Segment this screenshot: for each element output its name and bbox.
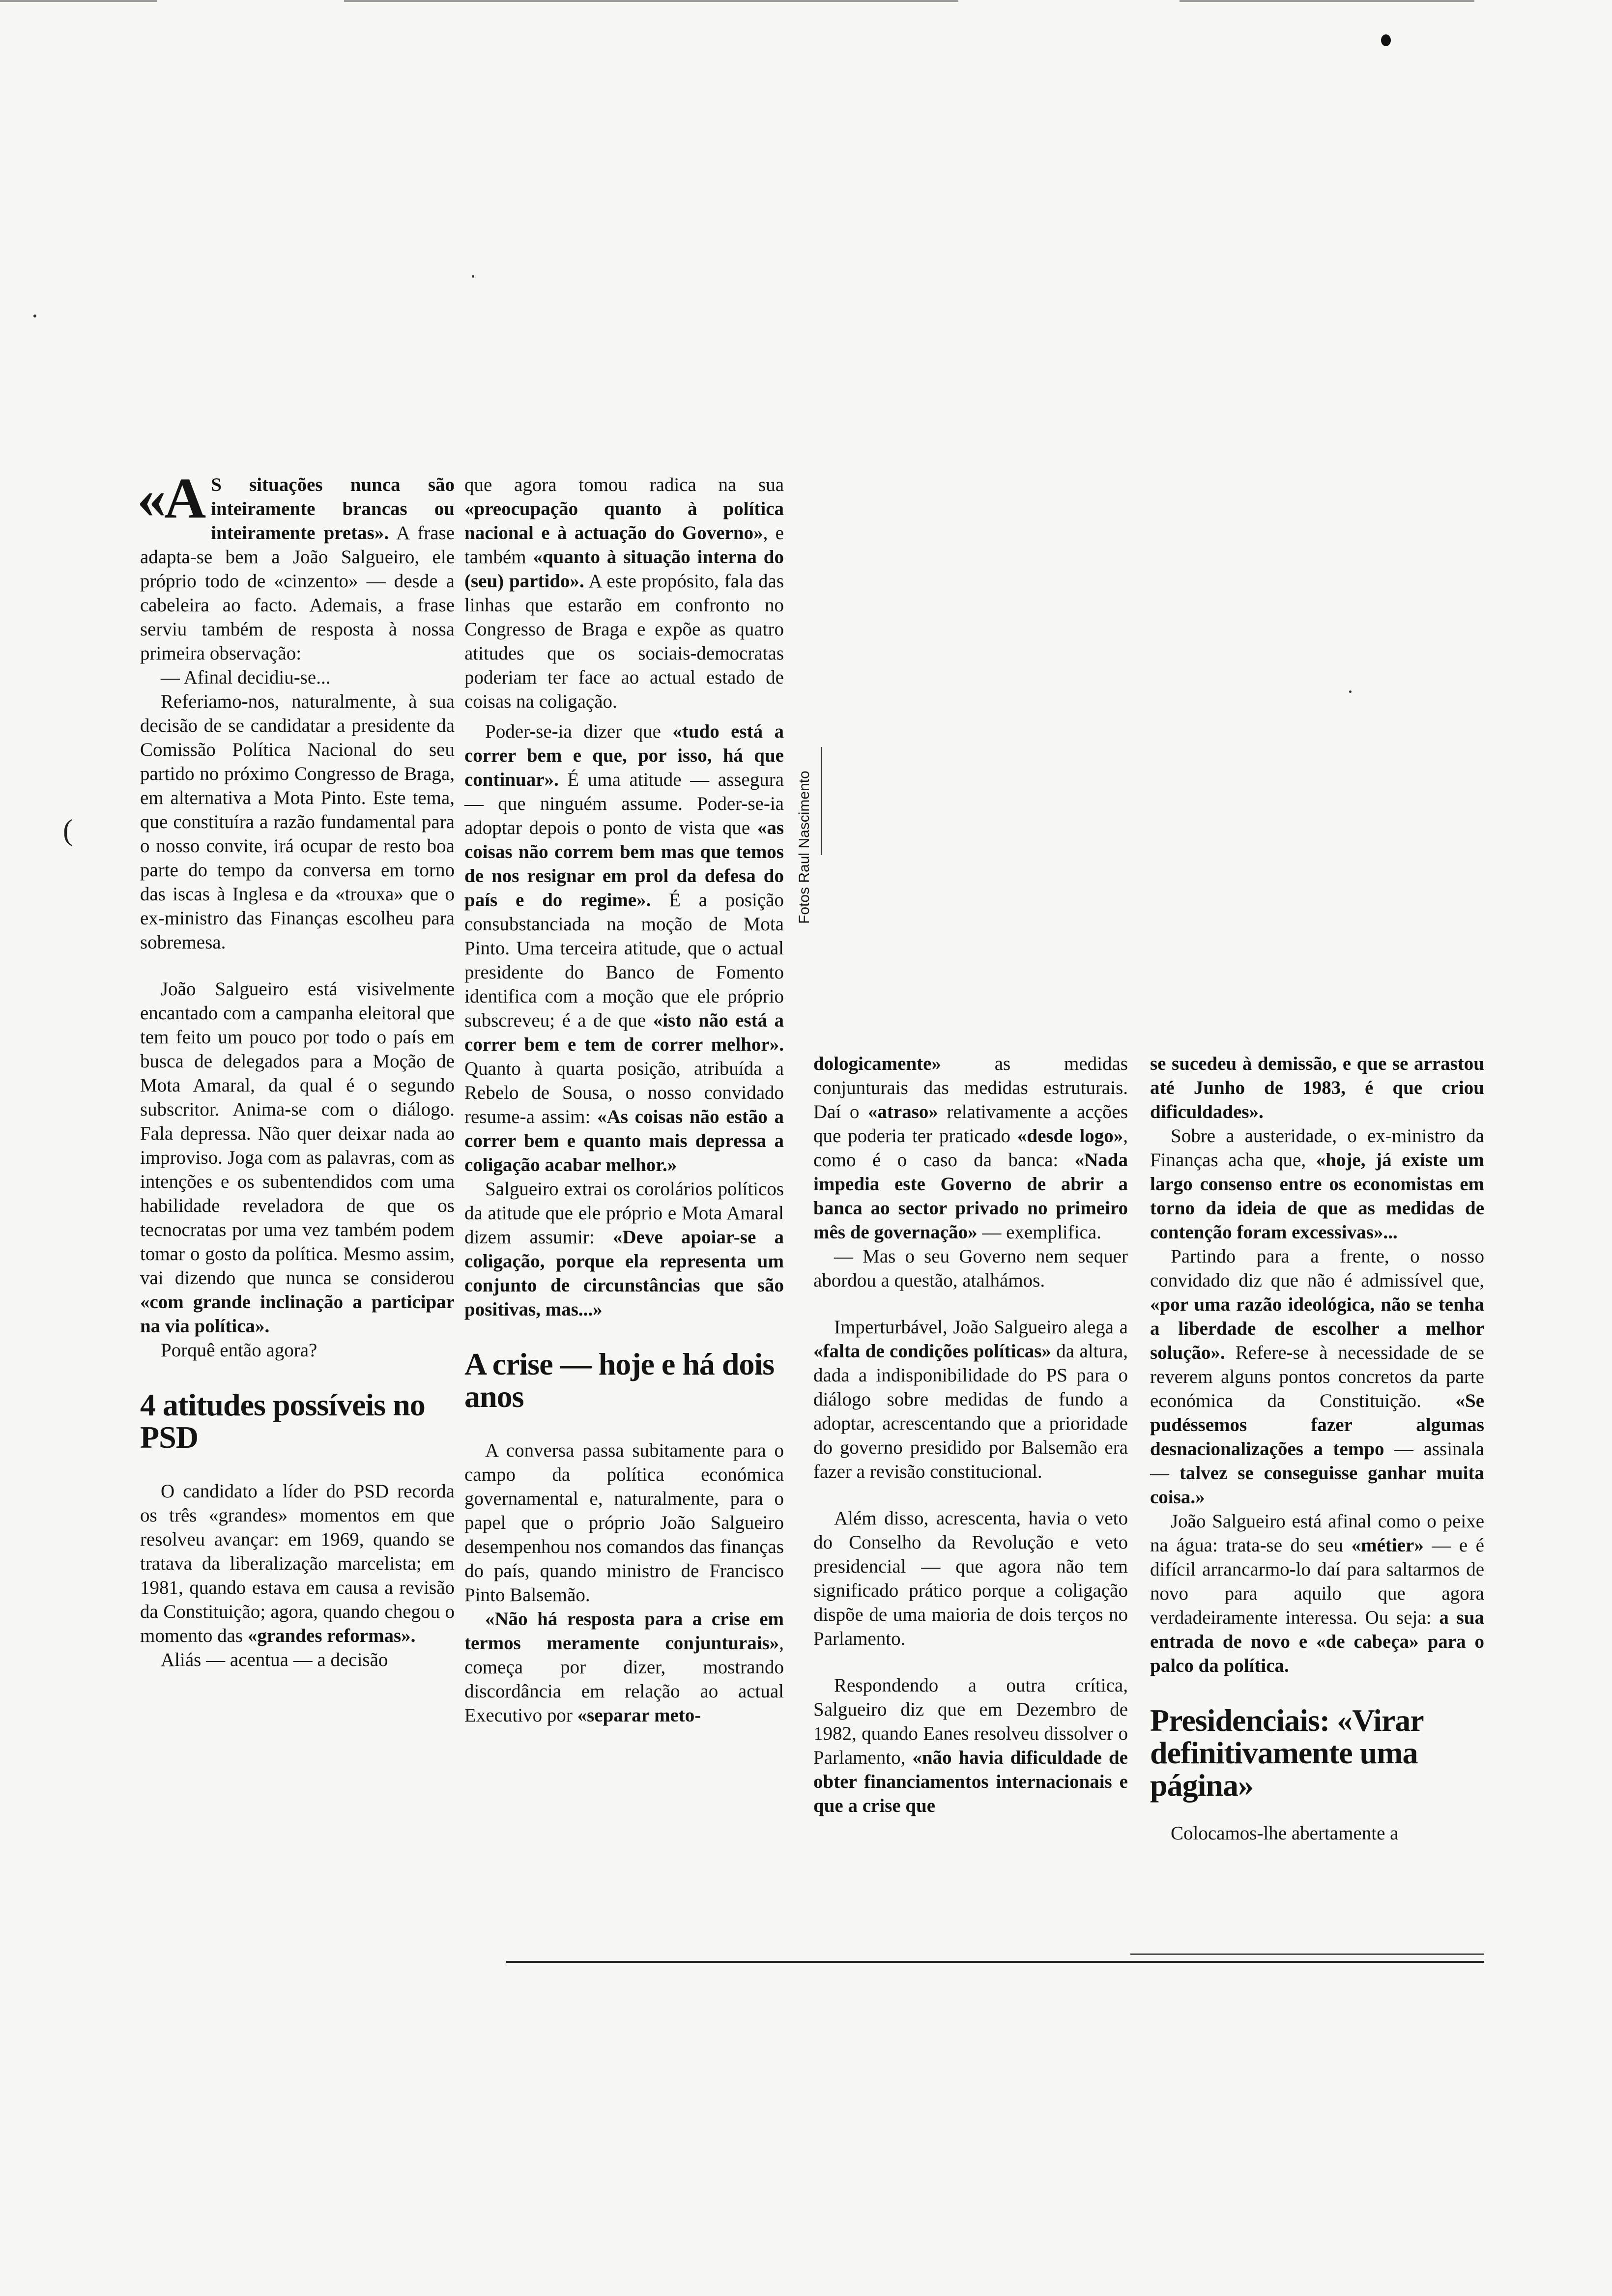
- photo-credit: Fotos Raul Nascimento: [796, 771, 812, 924]
- paragraph: O candidato a líder do PSD recorda os três «grandes» momentos em que resolveu avançar: em 1969, quando se tratava da liberalização marcelista; em 1981, quando estava em causa a revisão da Constituição; agora, quando chegou o momento das «grandes reformas».: [140, 1481, 455, 1646]
- paragraph: Porquê então agora?: [161, 1340, 317, 1361]
- paragraph: Poder-se-ia dizer que «tudo está a correr bem e que, por isso, há que continuar». É uma atitude — assegura — que ninguém assume. Poder-se-ia adoptar depois o ponto de vista que «as coisas não correm bem mas que temos de nos resignar em prol da defesa do país e do regime». É a posição consubstanciada na moção de Mota Pinto. Uma terceira atitude, que o actual presidente do Banco de Fomento identifica com a moção que ele próprio subscreveu; é a de que «isto não está a correr bem e tem de correr melhor». Quanto à quarta posição, atribuída a Rebelo de Sousa, o nosso convidado resume-a assim: «As coisas não estão a correr bem e quanto mais depressa a coligação acabar melhor.»: [464, 721, 784, 1176]
- paragraph: Além disso, acrescenta, havia o veto do Conselho da Revolução e veto presidencial — que agora não tem significado prático porque a coligação dispõe de uma maioria de dois terços no Parlamento.: [813, 1508, 1128, 1649]
- section-heading: 4 atitudes possíveis no PSD: [140, 1387, 425, 1455]
- bottom-rule-upper: [1130, 1953, 1484, 1955]
- paragraph: Salgueiro extrai os corolários políticos da atitude que ele próprio e Mota Amaral dizem assumir: «Deve apoiar-se a coligação, porque ela representa um conjunto de circunstâncias que são positivas, mas...»: [464, 1178, 784, 1320]
- paragraph: João Salgueiro está visivelmente encantado com a campanha eleitoral que tem feito um pouco por todo o país em busca de delegados para a Moção de Mota Amaral, da qual é o segundo subscritor. Anima-se com o diálogo. Fala depressa. Não quer deixar nada ao improviso. Joga com as palavras, com as intenções e os subentendidos com uma habilidade reveladora de que os tecnocratas por uma vez também podem tomar o gosto da política. Mesmo assim, vai dizendo que nunca se considerou «com grande inclinação a participar na via política».: [140, 978, 455, 1337]
- bottom-rule: [506, 1961, 1484, 1963]
- margin-bracket-mark: (: [63, 814, 73, 846]
- section-heading: A crise — hoje e há dois anos: [464, 1347, 775, 1414]
- paragraph: dologicamente» as medidas conjunturais das medidas estruturais. Daí o «atraso» relativamente a acções que poderia ter praticado «desde logo», como é o caso da banca: «Nada impedia este Governo de abrir a banca ao sector privado no primeiro mês de governação» — exemplifica.: [813, 1053, 1128, 1243]
- top-rule-center: [344, 0, 958, 2]
- speck: [472, 275, 474, 278]
- paragraph: A conversa passa subitamente para o campo da política económica governamental e, naturalmente, para o papel que o próprio João Salgueiro desempenhou nos comandos das finanças do país, quando ministro de Francisco Pinto Balsemão.: [464, 1440, 784, 1606]
- paragraph: «Não há resposta para a crise em termos meramente conjunturais», começa por dizer, mostrando discordância em relação ao actual Executivo por «separar meto-: [464, 1608, 784, 1726]
- paragraph: Imperturbável, João Salgueiro alega a «falta de condições políticas» da altura, dada a indisponibilidade do PS para o diálogo sobre medidas de fundo a adoptar, acrescentando que a prioridade do governo presidido por Balsemão era fazer a revisão constitucional.: [813, 1317, 1128, 1482]
- top-rule-left: [0, 0, 157, 2]
- paragraph: — Afinal decidiu-se...: [161, 667, 331, 688]
- lead-paragraph: «A S situações nunca são inteiramente brancas ou inteiramente pretas». A frase adapta-se bem a João Salgueiro, ele próprio todo de «cinzento» — desde a cabeleira ao facto. Ademais, a frase serviu também de resposta à nossa primeira observação:: [137, 466, 455, 664]
- article-column-3: [813, 1052, 1128, 1818]
- lead-dropcap: «A: [137, 466, 204, 530]
- speck: [1349, 690, 1352, 693]
- top-rule-right: [1180, 0, 1474, 2]
- article-column-1: [137, 466, 455, 1672]
- paragraph: João Salgueiro está afinal como o peixe na água: trata-se do seu «métier» — e é difícil arrancarmo-lo daí para saltarmos de novo para aquilo que agora verdadeiramente interessa. Ou seja: a sua entrada de novo e «de cabeça» para o palco da política.: [1150, 1511, 1485, 1676]
- page-dot: [1381, 34, 1391, 46]
- section-heading: Presidenciais: «Virar definitivamente uma página»: [1150, 1703, 1423, 1803]
- paragraph: Referiamo-nos, naturalmente, à sua decisão de se candidatar a presidente da Comissão Política Nacional do seu partido no próximo Congresso de Braga, em alternativa a Mota Pinto. Este tema, que constituíra a razão fundamental para o nosso convite, irá ocupar de resto boa parte do tempo da conversa em torno das iscas à Inglesa e da «trouxa» que o ex-ministro das Finanças escolheu para sobremesa.: [140, 691, 455, 953]
- article-column-2: [464, 473, 784, 1727]
- paragraph: que agora tomou radica na sua «preocupação quanto à política nacional e à actuação do Governo», e também «quanto à situação interna do (seu) partido». A este propósito, fala das linhas que estarão em confronto no Congresso de Braga e expõe as quatro atitudes que os sociais-democratas poderiam ter face ao actual estado de coisas na coligação.: [464, 474, 784, 712]
- paragraph: — Mas o seu Governo nem sequer abordou a questão, atalhámos.: [813, 1246, 1128, 1291]
- paragraph: Sobre a austeridade, o ex-ministro da Finanças acha que, «hoje, já existe um largo consenso entre os economistas em torno da ideia de que as medidas de contenção foram excessivas»...: [1150, 1125, 1484, 1243]
- paragraph: Respondendo a outra crítica, Salgueiro diz que em Dezembro de 1982, quando Eanes resolveu dissolver o Parlamento, «não havia dificuldade de obter financiamentos internacionais e que a crise que: [813, 1675, 1128, 1816]
- article-column-4: [1150, 1052, 1484, 1845]
- paragraph: Partindo para a frente, o nosso convidado diz que não é admissível que, «por uma razão ideológica, não se tenha a liberdade de escolher a melhor solução». Refere-se à necessidade de se reverem alguns pontos concretos da parte económica da Constituição. «Se pudéssemos fazer algumas desnacionalizações a tempo — assinala — talvez se conseguisse ganhar muita coisa.»: [1150, 1246, 1485, 1508]
- speck: [33, 315, 36, 317]
- credit-divider: [821, 747, 822, 855]
- paragraph: Colocamos-lhe abertamente a: [1171, 1823, 1399, 1844]
- paragraph: se sucedeu à demissão, e que se arrastou até Junho de 1983, é que criou dificuldades».: [1150, 1053, 1484, 1122]
- paragraph: Aliás — acentua — a decisão: [161, 1649, 388, 1670]
